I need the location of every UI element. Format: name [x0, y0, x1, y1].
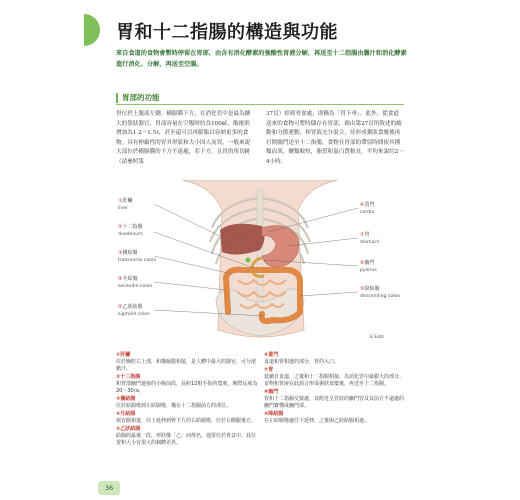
label-cardia-name: 賁門	[364, 202, 375, 208]
label-duodenum	[118, 224, 143, 238]
note-descending-colon-head: ⑨降結腸	[264, 411, 284, 417]
label-transverse-colon-num: ③	[118, 250, 123, 256]
page-title: 胃和十二指腸的構造與功能	[116, 22, 338, 43]
label-stomach-name: 胃	[364, 232, 370, 238]
label-cardia-num: ⑥	[360, 202, 365, 208]
label-descending-colon-name: 降結腸	[364, 286, 380, 292]
notes-column-right	[264, 352, 408, 426]
label-stomach	[360, 232, 380, 246]
label-ascending-colon-num: ④	[118, 276, 123, 282]
label-pylorus-name: 幽門	[364, 260, 375, 266]
body-column-left: 胃位於上腹部左側、橫膈膜下方，在消化管中是最為擴大的袋狀器官，胃部容量在空腹時約為100㎖，飯後則增加為1.2～1.5ℓ，甚至還可以再膨脹以容納更多的食物。具有伸縮性的胃其形狀和大小因人而異，一般來說大部位於橫膈膜的下方不遠處，若下方、且胃的角切跡（請參照第	[116, 111, 251, 165]
note-transverse-colon-text: 位於結腸彎到左結腸彎，橫在十二指腸前方的部位。	[116, 403, 232, 409]
note-cardia-head: ⑥賁門	[264, 352, 279, 358]
note-transverse-colon	[116, 396, 260, 410]
liver	[220, 224, 265, 255]
label-transverse-colon	[118, 250, 156, 264]
section-heading-label: 胃部的功能	[122, 93, 160, 102]
note-stomach	[264, 367, 408, 388]
note-duodenum-text: 和胃部幽門連接的小腸前段，長約12根手指的寬度，實際長度為20～30㎝。	[116, 381, 258, 394]
anatomy-illustration	[112, 180, 408, 344]
note-ascending-colon-head: ④升結腸	[116, 411, 136, 417]
label-ascending-colon-sub: ascendin colon	[118, 284, 153, 289]
note-liver-text: 位於胸腔右上部，和橫膈膜相接，是人體中最大的器官，可分泌膽汁。	[116, 359, 257, 372]
note-liver	[116, 352, 260, 373]
label-pylorus-sub: pylorus	[360, 268, 377, 273]
gallbladder	[246, 258, 251, 263]
label-liver-num: ①	[118, 198, 123, 204]
note-duodenum	[116, 374, 260, 395]
label-descending-colon-sub: descending colon	[360, 294, 401, 299]
note-ascending-colon	[116, 411, 260, 425]
label-sigmoid-colon-num: ⑤	[118, 304, 123, 310]
note-stomach-text: 延續自食道，之後和十二指腸相接，為消化管中最膨大的部分。食物和胃液在此混合形成粥狀食糜後，再送至十二指腸。	[264, 374, 405, 387]
label-cardia	[360, 202, 375, 216]
label-descending-colon	[360, 286, 400, 300]
label-duodenum-sub: duodenum	[118, 232, 143, 237]
label-transverse-colon-name: 橫結腸	[122, 250, 138, 256]
label-pylorus	[360, 260, 377, 274]
label-pylorus-num: ⑧	[360, 260, 365, 266]
page-number: 36	[98, 481, 120, 495]
note-cardia-text: 食道和胃相連的部分，胃的入口。	[264, 359, 340, 365]
note-ascending-colon-text: 與盲腸相連，往上延伸到腎下方的右結腸彎，位於右側腹後方。	[116, 418, 257, 424]
label-stomach-num: ⑦	[360, 232, 365, 238]
body-column-right: 37頁）掉到骨盆處，即稱為「胃下垂」。此外，從食道送來的食物可暫時儲存在胃部，藉由第27頁所敘述的蠕動和分節運動，和胃液充分混合，待形成粥狀食糜後再打開幽門送至十二指腸。食物在胃部的滯留時間依其種類而異，醣類較短，脂質和蛋白質較長，平均來說約2～4小時。	[266, 111, 404, 165]
label-liver-sub: liver	[118, 206, 128, 211]
intro-paragraph: 來自食道的食物會暫時停留在胃部，由含有消化酵素的強酸性胃液分解，再送至十二指腸由膽汁和消化酵素進行消化、分解，再送至空腸。	[116, 50, 407, 68]
note-sigmoid-colon-head: ⑤乙狀結腸	[116, 426, 141, 432]
label-sigmoid-colon-sub: sigmoid colon	[118, 312, 150, 317]
label-descending-colon-num: ⑨	[360, 286, 365, 292]
note-liver-head: ①肝臟	[116, 352, 131, 358]
note-pylorus	[264, 389, 408, 410]
label-sigmoid-colon-name: 乙狀結腸	[122, 304, 143, 310]
note-transverse-colon-head: ③橫結腸	[116, 396, 136, 402]
notes-column-left	[116, 352, 260, 448]
note-pylorus-text: 胃和十二指腸交接處，其附近呈管狀的幽門管及其前方不遠處的幽門寶構成幽門部。	[264, 396, 405, 409]
section-heading	[116, 92, 404, 104]
label-transverse-colon-sub: transverse colon	[118, 258, 157, 263]
note-descending-colon	[264, 411, 408, 425]
label-liver	[118, 198, 133, 212]
note-duodenum-head: ②十二指腸	[116, 374, 141, 380]
note-stomach-head: ⑦胃	[264, 367, 274, 373]
section-heading-bar	[116, 93, 118, 103]
note-sigmoid-colon-text: 結腸的最後一段，形狀像「乙」而得名，通常位於骨盆中，其位置和大小有很大的個體差異。	[116, 433, 257, 446]
note-sigmoid-colon	[116, 426, 260, 447]
label-duodenum-num: ②	[118, 224, 123, 230]
label-ascending-colon	[118, 276, 152, 290]
note-descending-colon-text: 在左結腸彎處往下延伸，之後與乙狀結腸相連。	[264, 418, 370, 424]
label-sigmoid-colon	[118, 304, 150, 318]
section-tab-marker	[84, 14, 100, 46]
note-cardia	[264, 352, 408, 366]
illustrator-signature: S.Sato	[369, 335, 384, 340]
label-cardia-sub: cardia	[360, 210, 375, 215]
label-liver-name: 肝臟	[122, 198, 133, 204]
note-pylorus-head: ⑧幽門	[264, 389, 279, 395]
label-duodenum-name: 十二指腸	[122, 224, 143, 230]
label-stomach-sub: stomach	[360, 240, 380, 245]
label-ascending-colon-name: 升結腸	[122, 276, 138, 282]
section-heading-rule	[116, 104, 404, 105]
